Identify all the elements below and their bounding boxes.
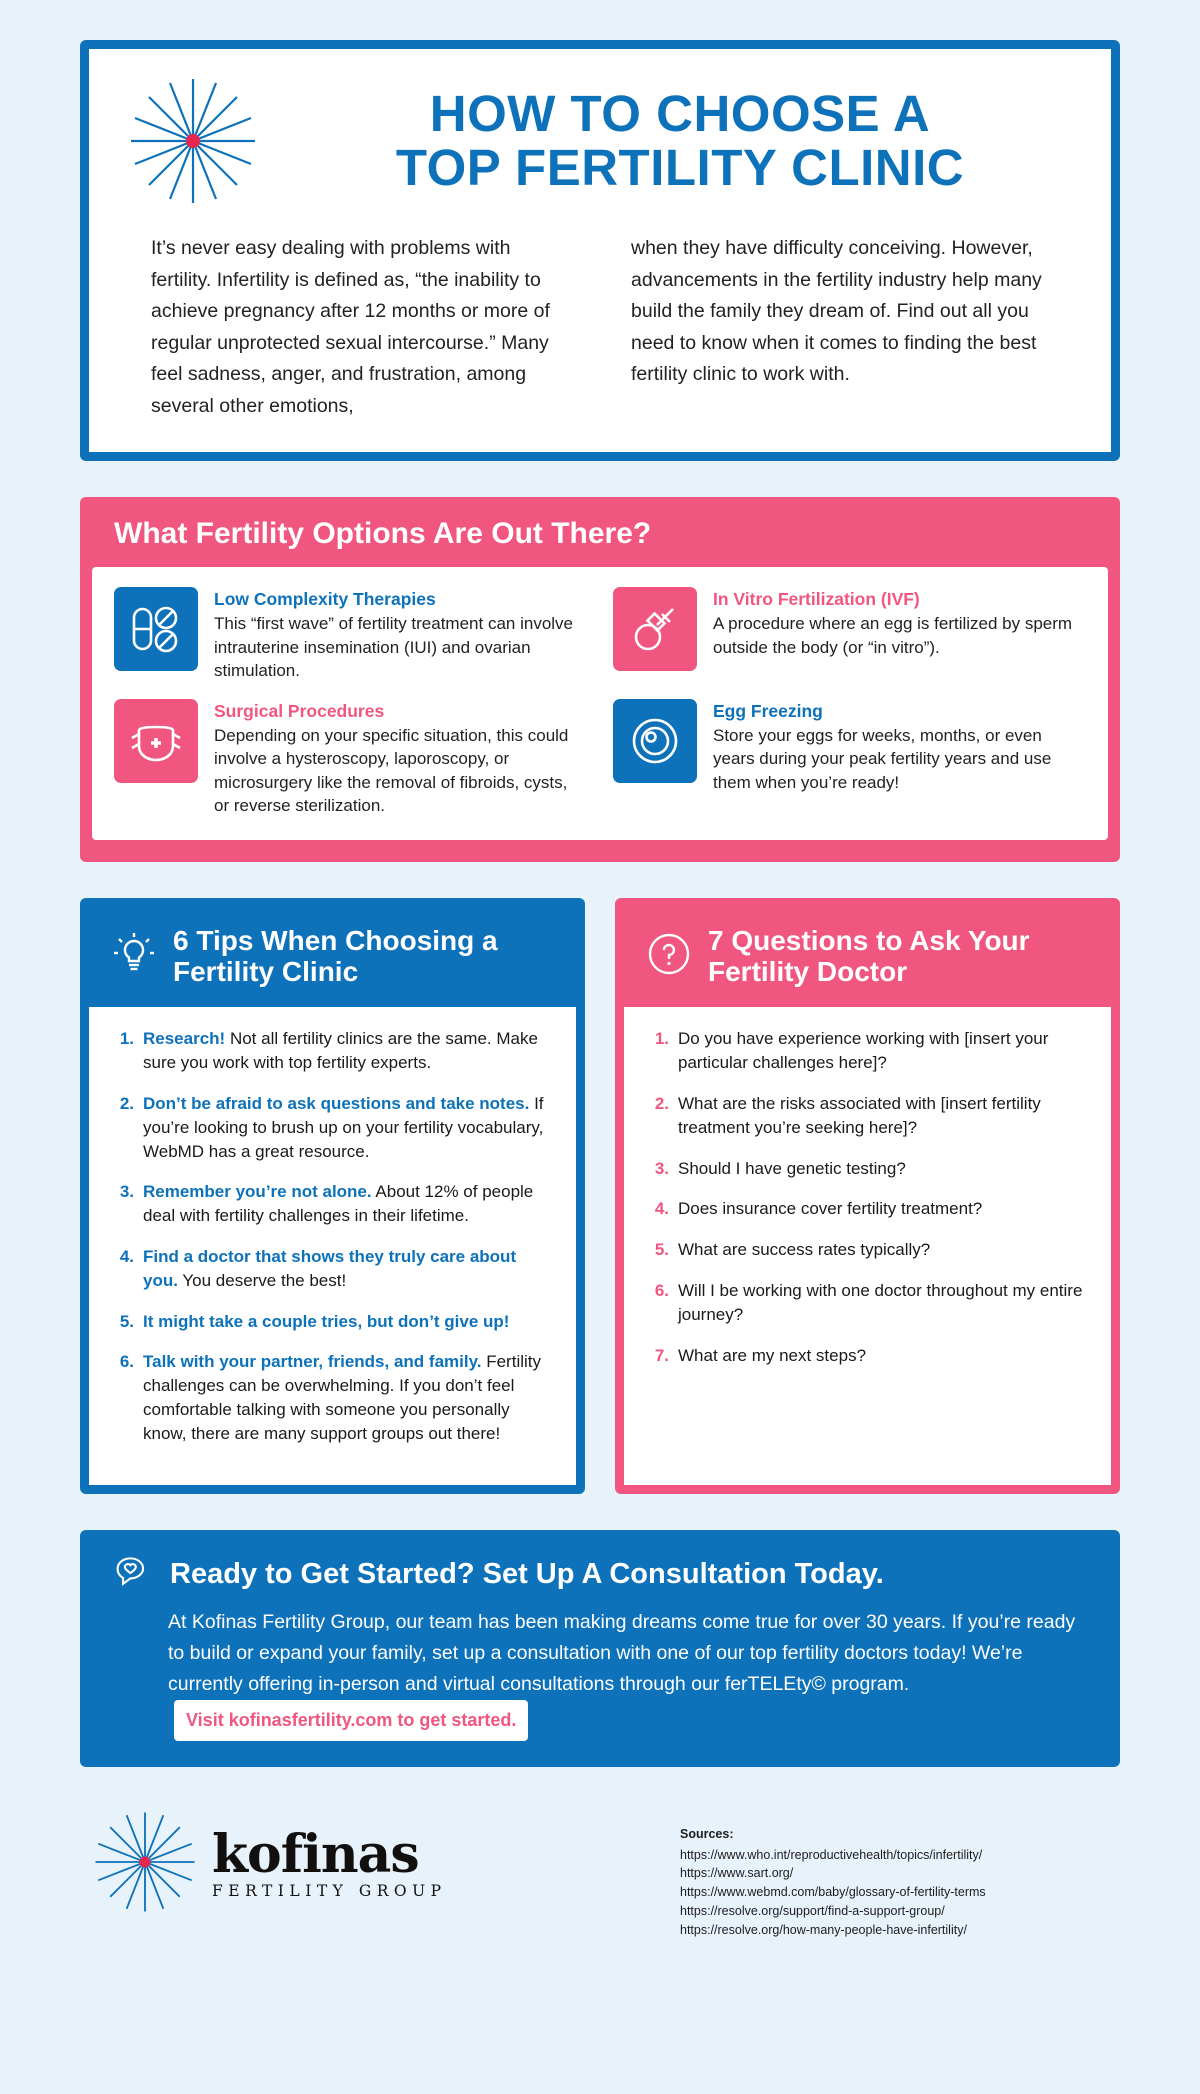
- question-mark-icon: [646, 931, 692, 982]
- list-item: [650, 1092, 1085, 1140]
- tip-text: Talk with your partner, friends, and family. Fertility challenges can be overwhelming. If you don’t feel comfortable talking with someone you personally know, there are many support groups out there!: [143, 1352, 541, 1443]
- option-title: In Vitro Fertilization (IVF): [713, 589, 920, 610]
- tip-number: 4.: [119, 1246, 134, 1266]
- option-text: Store your eggs for weeks, months, or even years during your peak fertility years and use them when you’re ready!: [713, 725, 1052, 792]
- list-item: [650, 1197, 1085, 1221]
- tip-number: 6.: [119, 1352, 134, 1372]
- tips-body: [89, 1007, 576, 1484]
- option-text: This “first wave” of fertility treatment can involve intrauterine insemination (IUI) and ovarian stimulation.: [214, 614, 574, 681]
- page-title-line1: HOW TO CHOOSE A: [429, 84, 931, 142]
- list-item: [650, 1157, 1085, 1181]
- list-item: [650, 1344, 1085, 1368]
- tip-number: 2.: [119, 1093, 134, 1113]
- syringe-icon: [613, 587, 697, 671]
- option-body: [214, 699, 587, 818]
- starburst-icon: [123, 71, 263, 211]
- tips-header: [89, 907, 576, 1008]
- source-link[interactable]: https://www.who.int/reproductivehealth/topics/infertility/: [680, 1847, 983, 1862]
- questions-list: [650, 1027, 1085, 1367]
- question-text: What are my next steps?: [678, 1345, 867, 1365]
- footer: [80, 1801, 1120, 1960]
- list-item: [115, 1310, 550, 1334]
- lists-row: [80, 898, 1120, 1494]
- question-text: Does insurance cover fertility treatment?: [678, 1199, 983, 1219]
- question-number: 1.: [654, 1029, 669, 1049]
- options-grid: [92, 567, 1108, 839]
- question-text: Do you have experience working with [insert your particular challenges here]?: [678, 1029, 1049, 1073]
- brand-tagline: FERTILITY GROUP: [212, 1882, 447, 1901]
- list-item: [115, 1027, 550, 1075]
- tips-title: 6 Tips When Choosing a Fertility Clinic: [173, 924, 498, 987]
- option-body: [214, 587, 587, 682]
- question-number: 4.: [654, 1199, 669, 1219]
- tip-text: Find a doctor that shows they truly care about you. You deserve the best!: [143, 1246, 517, 1290]
- questions-body: [624, 1007, 1111, 1484]
- questions-card: [615, 898, 1120, 1494]
- tip-text: Research! Not all fertility clinics are the same. Make sure you work with top fertility experts.: [143, 1029, 538, 1073]
- question-number: 7.: [654, 1345, 669, 1365]
- question-number: 2.: [654, 1093, 669, 1113]
- cta-body: At Kofinas Fertility Group, our team has been making dreams come true for over 30 years. If you’re ready to build or expand your family, set up a consultation with one of our top fertility doctors today! We’re currently offering in-person and virtual consultations through our ferTELEty© program. Visit kofinasfertility.com to get started.: [114, 1607, 1086, 1741]
- option-text: A procedure where an egg is fertilized by sperm outside the body (or “in vitro”).: [713, 614, 1073, 657]
- lightbulb-icon: [111, 931, 157, 982]
- chat-heart-icon: [114, 1552, 154, 1597]
- option-title: Egg Freezing: [713, 700, 823, 721]
- question-number: 3.: [654, 1158, 669, 1178]
- brand-logo: [90, 1807, 447, 1922]
- option-body: [713, 699, 1086, 794]
- brand-wordmark: [212, 1824, 447, 1901]
- cta-title: Ready to Get Started? Set Up A Consultation Today.: [170, 1557, 884, 1590]
- tip-text: It might take a couple tries, but don’t give up!: [143, 1311, 510, 1331]
- tips-card: [80, 898, 585, 1494]
- questions-header: [624, 907, 1111, 1008]
- tip-number: 1.: [119, 1029, 134, 1049]
- surgical-mask-icon: [114, 699, 198, 783]
- tips-list: [115, 1027, 550, 1445]
- option-body: [713, 587, 1086, 659]
- header-top: [123, 71, 1077, 211]
- starburst-icon: [90, 1807, 200, 1922]
- option-text: Depending on your specific situation, this could involve a hysteroscopy, laporoscopy, or microsurgery like the removal of fibroids, cysts, or reverse sterilization.: [214, 725, 569, 816]
- question-text: What are success rates typically?: [678, 1240, 931, 1260]
- option-item: [613, 699, 1086, 818]
- question-text: What are the risks associated with [insert fertility treatment you’re seeking here]?: [678, 1093, 1041, 1137]
- fertility-options-section: [80, 497, 1120, 861]
- intro-paragraph-right: when they have difficulty conceiving. However, advancements in the fertility industry help many build the family they dream of. Find out all you need to know when it comes to finding the best fertility clinic to work with.: [631, 237, 1042, 386]
- sources-label: Sources:: [680, 1826, 734, 1841]
- source-link[interactable]: https://www.webmd.com/baby/glossary-of-fertility-terms: [680, 1885, 986, 1900]
- tip-text: Remember you’re not alone. About 12% of people deal with fertility challenges in their lifetime.: [143, 1182, 534, 1226]
- questions-title: 7 Questions to Ask Your Fertility Doctor: [708, 924, 1030, 987]
- question-number: 6.: [654, 1280, 669, 1300]
- question-text: Should I have genetic testing?: [678, 1158, 906, 1178]
- intro-paragraph-left: It’s never easy dealing with problems with fertility. Infertility is defined as, “the inability to achieve pregnancy after 12 months or more of regular unprotected sexual intercourse.” Many feel sadness, anger, and frustration, among several other emotions,: [151, 237, 550, 417]
- header-intro: [123, 233, 1077, 422]
- page-title-line2: TOP FERTILITY CLINIC: [395, 139, 965, 196]
- tip-text: Don’t be afraid to ask questions and take notes. If you’re looking to brush up on your fertility vocabulary, WebMD has a great resource.: [143, 1093, 544, 1161]
- frozen-egg-icon: [613, 699, 697, 783]
- source-link[interactable]: https://www.sart.org/: [680, 1866, 794, 1881]
- list-item: [115, 1350, 550, 1445]
- options-section-title: What Fertility Options Are Out There?: [114, 517, 652, 551]
- option-item: [613, 587, 1086, 682]
- source-link[interactable]: https://resolve.org/support/find-a-support-group/: [680, 1903, 945, 1918]
- pills-icon: [114, 587, 198, 671]
- page-title: [283, 84, 1077, 196]
- cta-link[interactable]: Visit kofinasfertility.com to get started.: [174, 1700, 528, 1741]
- source-link[interactable]: https://resolve.org/how-many-people-have-infertility/: [680, 1922, 967, 1937]
- cta-header: [114, 1552, 1086, 1597]
- option-item: [114, 699, 587, 818]
- cta-section: [80, 1530, 1120, 1767]
- list-item: [115, 1245, 550, 1293]
- option-title: Low Complexity Therapies: [214, 589, 436, 610]
- brand-name: kofinas: [212, 1824, 419, 1886]
- question-text: Will I be working with one doctor throughout my entire journey?: [678, 1280, 1083, 1324]
- tip-number: 5.: [119, 1311, 134, 1331]
- list-item: [650, 1279, 1085, 1327]
- option-item: [114, 587, 587, 682]
- list-item: [650, 1238, 1085, 1262]
- option-title: Surgical Procedures: [214, 700, 385, 721]
- list-item: [115, 1180, 550, 1228]
- sources-block: [680, 1807, 1110, 1940]
- list-item: [650, 1027, 1085, 1075]
- header-card: [80, 40, 1120, 461]
- list-item: [115, 1092, 550, 1163]
- tip-number: 3.: [119, 1182, 134, 1202]
- question-number: 5.: [654, 1240, 669, 1260]
